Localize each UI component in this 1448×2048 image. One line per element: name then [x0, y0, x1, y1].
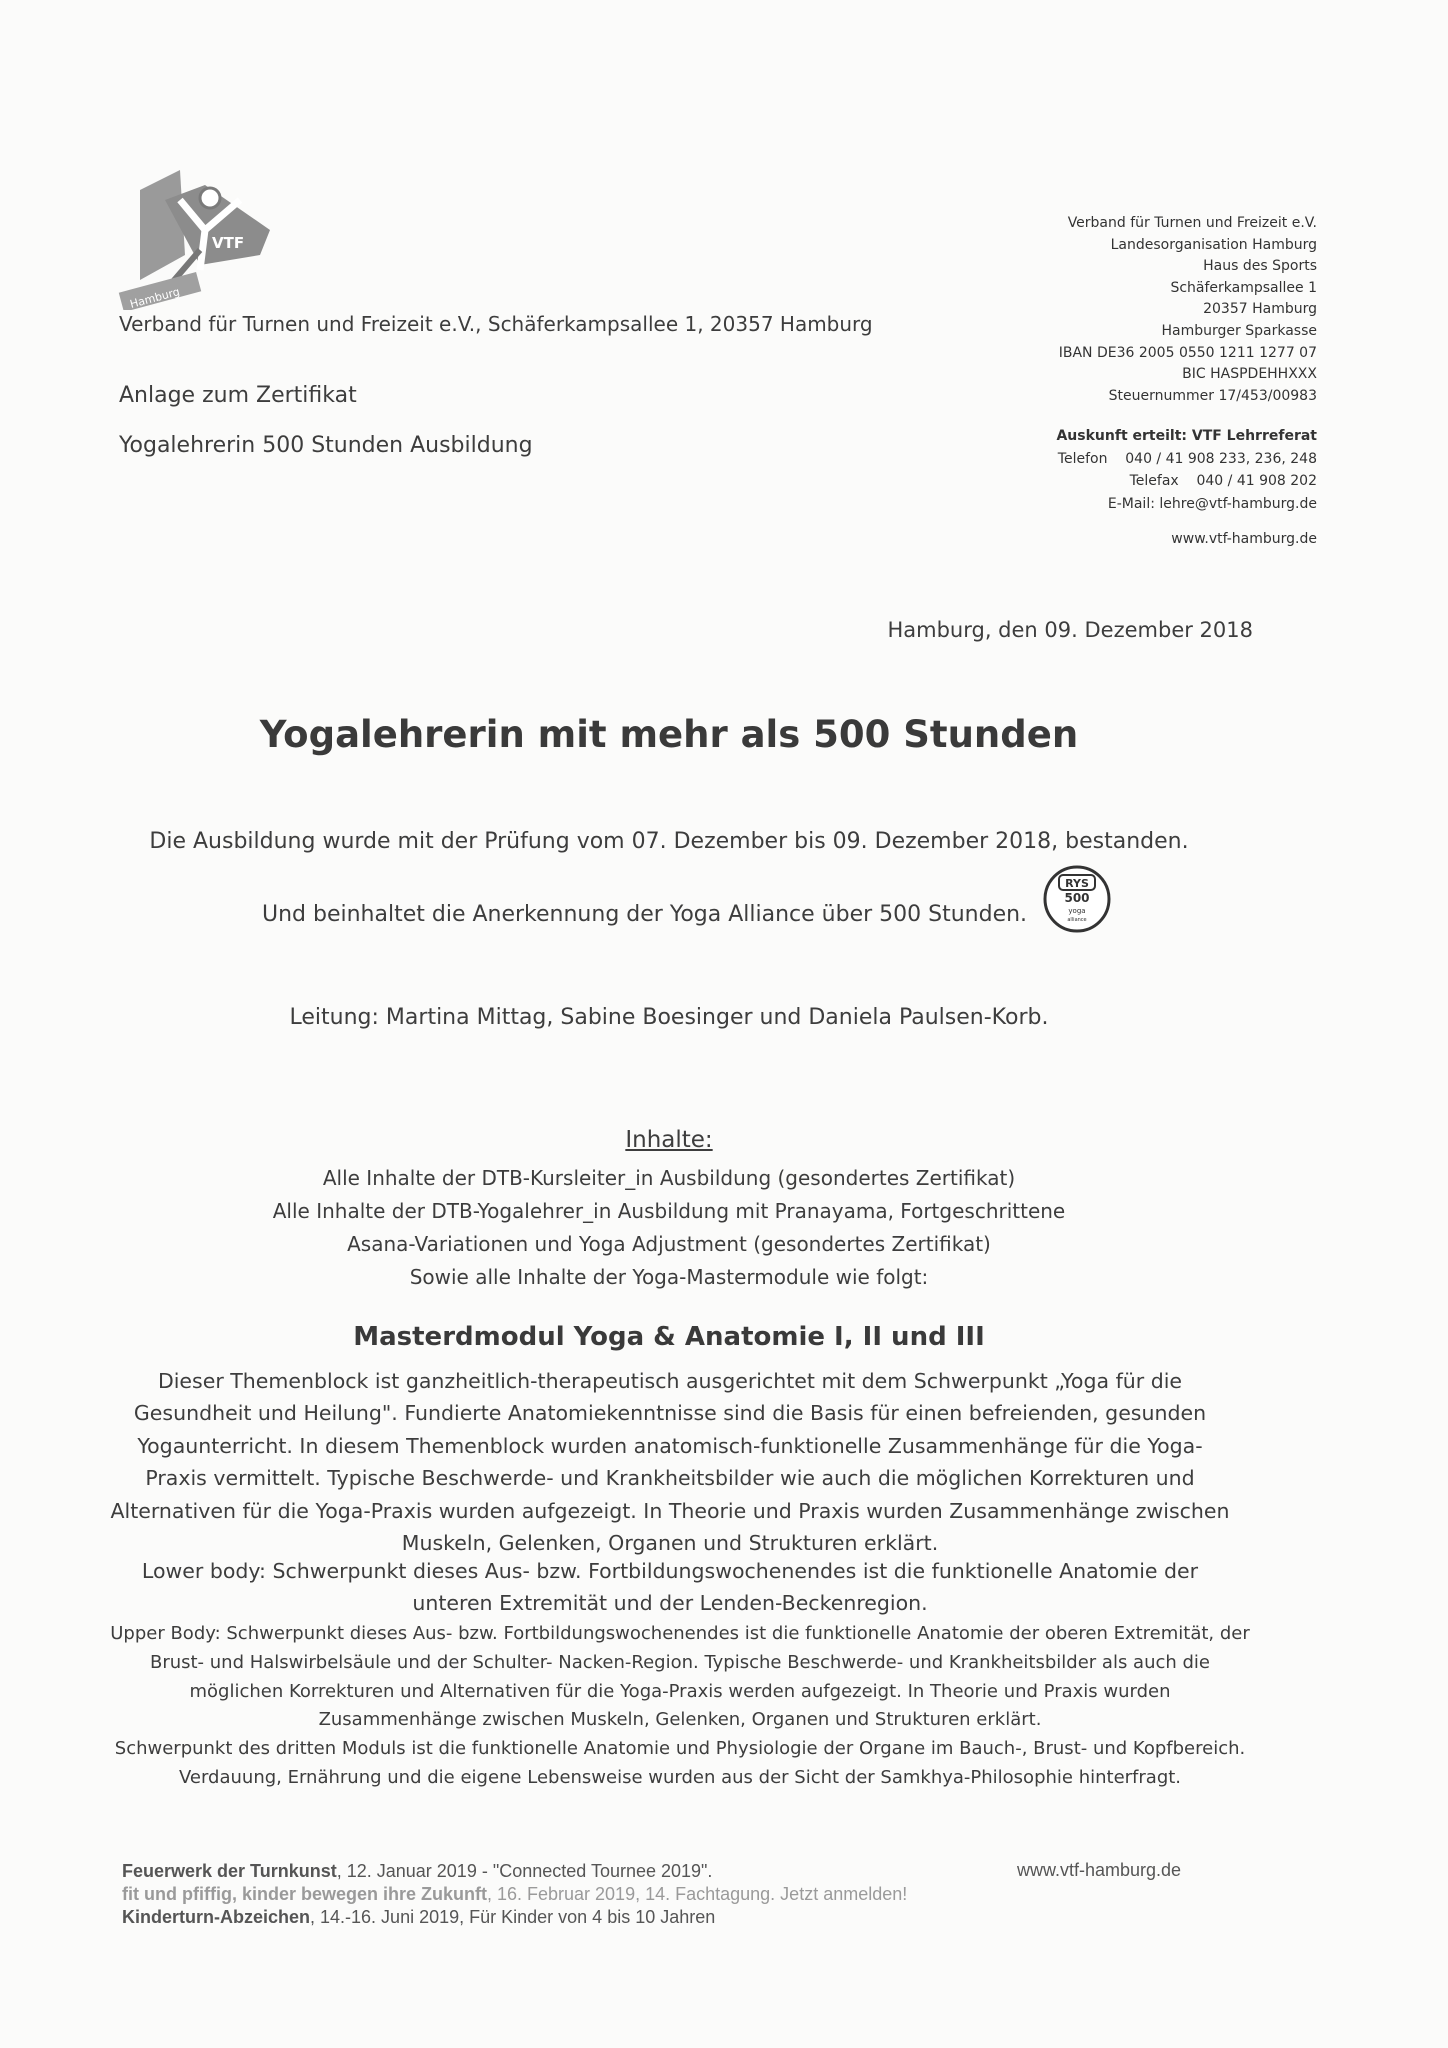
- third-module-description: Schwerpunkt des dritten Moduls ist die funktionelle Anatomie und Physiologie der Organe im Bauch-, Brust- und Kopfbereich. Verdauung, Ernährung und die eigene Lebensweise wurden aus der Sicht der Samkhya-Philosophie hinterfragt.: [114, 1738, 1246, 1788]
- contact-email[interactable]: E-Mail: lehre@vtf-hamburg.de: [1107, 495, 1317, 512]
- attachment-subtitle: Yogalehrerin 500 Stunden Ausbildung: [119, 433, 533, 458]
- contact-block: [1056, 425, 1317, 515]
- inhalte-list: [0, 1162, 1338, 1294]
- page-title: Yogalehrerin mit mehr als 500 Stunden: [259, 713, 1079, 756]
- event-3-details: , 14.-16. Juni 2019, Für Kinder von 4 bis 10 Jahren: [310, 1907, 716, 1927]
- event-2-name: fit und pfiffig, kinder bewegen ihre Zukunft: [122, 1884, 487, 1904]
- event-1-details: , 12. Januar 2019 - "Connected Tournee 2019".: [336, 1861, 713, 1881]
- modul-heading: Masterdmodul Yoga & Anatomie I, II und III: [353, 1322, 985, 1352]
- logo-brand: VTF: [212, 234, 245, 252]
- badge-rys: RYS: [1065, 877, 1089, 890]
- event-1-name: Feuerwerk der Turnkunst: [122, 1861, 337, 1881]
- recognition-text: Und beinhaltet die Anerkennung der Yoga Alliance über 500 Stunden.: [262, 902, 1028, 927]
- event-2-details: , 16. Februar 2019, 14. Fachtagung. Jetzt anmelden!: [486, 1884, 908, 1904]
- address-line: Verband für Turnen und Freizeit e.V.: [1067, 215, 1317, 231]
- inhalte-line: Alle Inhalte der DTB-Kursleiter_in Ausbildung (gesondertes Zertifikat): [322, 1166, 1016, 1190]
- contact-telefax: Telefax 040 / 41 908 202: [1129, 473, 1317, 489]
- address-line: Schäferkampsallee 1: [1170, 279, 1317, 296]
- contact-telefon: Telefon 040 / 41 908 233, 236, 248: [1057, 450, 1317, 467]
- inhalte-line: Alle Inhalte der DTB-Yogalehrer_in Ausbildung mit Pranayama, Fortgeschrittene: [272, 1199, 1066, 1223]
- address-line: Landesorganisation Hamburg: [1110, 236, 1317, 253]
- document-date: Hamburg, den 09. Dezember 2018: [887, 618, 1253, 642]
- website-link[interactable]: www.vtf-hamburg.de: [1171, 531, 1317, 547]
- address-line: Haus des Sports: [1203, 258, 1317, 275]
- address-line: 20357 Hamburg: [1203, 301, 1317, 318]
- inhalte-line: Sowie alle Inhalte der Yoga-Mastermodule wie folgt:: [409, 1265, 929, 1289]
- footer-events: [122, 1860, 907, 1929]
- footer-event-2: [122, 1883, 907, 1906]
- footer-website-link[interactable]: www.vtf-hamburg.de: [1017, 1860, 1182, 1880]
- inhalte-line: Asana-Variationen und Yoga Adjustment (gesondertes Zertifikat): [347, 1232, 991, 1256]
- address-line: IBAN DE36 2005 0550 1211 1277 07: [1058, 344, 1317, 361]
- address-line: Steuernummer 17/453/00983: [1108, 387, 1317, 404]
- vtf-logo: [110, 160, 290, 310]
- footer-event-1: [122, 1860, 907, 1883]
- attachment-title: Anlage zum Zertifikat: [119, 383, 357, 408]
- contact-auskunft: Auskunft erteilt: VTF Lehrreferat: [1056, 428, 1317, 444]
- leitung-text: Leitung: Martina Mittag, Sabine Boesinger und Daniela Paulsen-Korb.: [289, 1005, 1049, 1030]
- footer-event-3: [122, 1906, 907, 1929]
- address-line: Hamburger Sparkasse: [1161, 322, 1317, 339]
- inhalte-heading: Inhalte:: [625, 1127, 713, 1153]
- logo-sub: Hamburg: [128, 285, 182, 310]
- upper-body-description: Upper Body: Schwerpunkt dieses Aus- bzw. Fortbildungswochenendes ist die funktionelle Anatomie der oberen Extremität, der Brust- und Halswirbelsäule und der Schulter- Nacken-Region. Typische Beschwerde- und Krankheitsbilder als auch die möglichen Korrekturen und Alternativen für die Yoga-Praxis werden aufgezeigt. In Theorie und Praxis wurden Zusammenhänge zwischen Muskeln, Gelenken, Organen und Strukturen erklärt.: [110, 1623, 1250, 1731]
- address-block: [1059, 213, 1317, 407]
- modul-description: Dieser Themenblock ist ganzheitlich-therapeutisch ausgerichtet mit dem Schwerpunkt „Yoga für die Gesundheit und Heilung". Fundierte Anatomiekenntnisse sind die Basis für einen befreienden, gesunden Yogaunterricht. In diesem Themenblock wurden anatomisch-funktionelle Zusammenhänge für die Yoga-Praxis vermittelt. Typische Beschwerde- und Krankheitsbilder wie auch die möglichen Korrekturen und Alternativen für die Yoga-Praxis wurden aufgezeigt. In Theorie und Praxis wurden Zusammenhänge zwischen Muskeln, Gelenken, Organen und Strukturen erklärt.: [110, 1369, 1230, 1556]
- badge-500: 500: [1064, 891, 1090, 905]
- lower-body-description: Lower body: Schwerpunkt dieses Aus- bzw. Fortbildungswochenendes ist die funktionelle Anatomie der unteren Extremität und der Lenden-Beckenregion.: [141, 1559, 1199, 1615]
- badge-yoga: yoga: [1068, 907, 1086, 915]
- address-line: BIC HASPDEHHXXX: [1182, 366, 1317, 383]
- badge-alliance: alliance: [1067, 917, 1087, 923]
- event-3-name: Kinderturn-Abzeichen: [122, 1907, 311, 1927]
- exam-passed-text: Die Ausbildung wurde mit der Prüfung vom 07. Dezember bis 09. Dezember 2018, bestanden.: [149, 829, 1189, 854]
- sender-line: Verband für Turnen und Freizeit e.V., Schäferkampsallee 1, 20357 Hamburg: [119, 312, 873, 336]
- rys-500-badge: [1042, 864, 1112, 934]
